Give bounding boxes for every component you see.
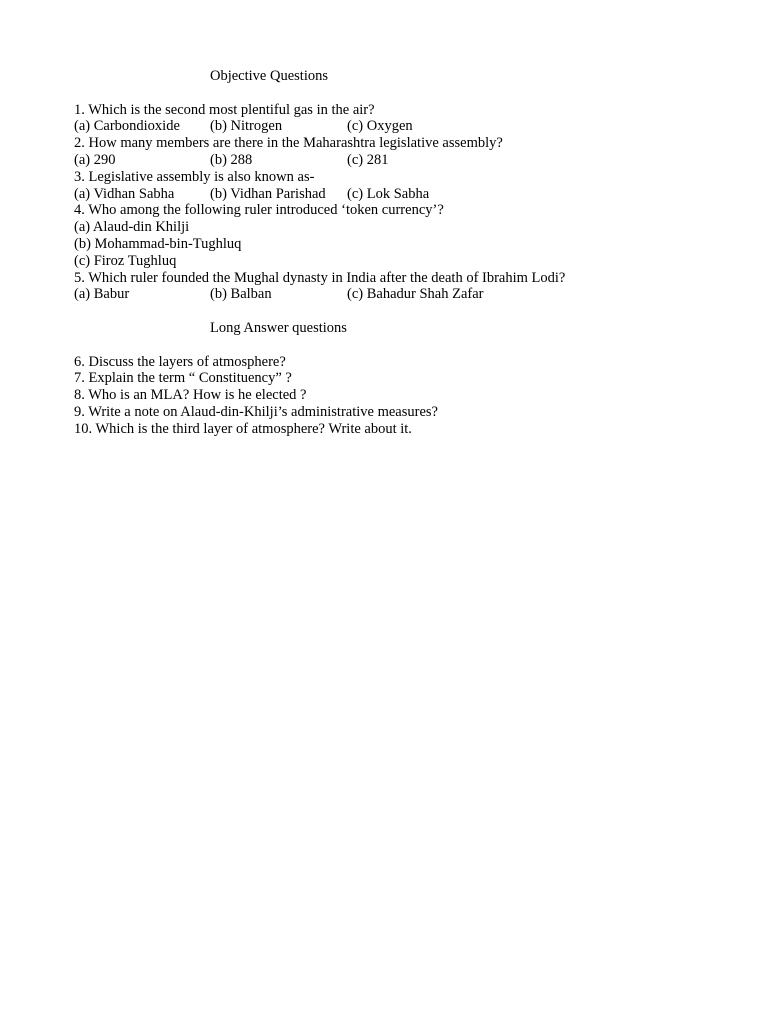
option-c: (c) Lok Sabha: [347, 185, 430, 202]
long-answer-heading: Long Answer questions: [210, 319, 347, 336]
option-a: (a) Babur: [74, 286, 130, 303]
question-1: 1. Which is the second most plentiful gas in the air?: [74, 101, 375, 118]
question-9: 9. Write a note on Alaud-din-Khilji’s administrative measures?: [74, 403, 438, 420]
question-3-options: [74, 186, 714, 203]
option-b: (b) 288: [210, 151, 253, 168]
question-4: 4. Who among the following ruler introduced ‘token currency’?: [74, 202, 444, 219]
option-a: (a) Carbondioxide: [74, 118, 180, 135]
option-c: (c) Bahadur Shah Zafar: [347, 286, 484, 303]
question-4-option-a: (a) Alaud-din Khilji: [74, 219, 190, 236]
question-5-options: [74, 286, 714, 303]
option-c: (c) Oxygen: [347, 118, 413, 135]
question-5: 5. Which ruler founded the Mughal dynasty in India after the death of Ibrahim Lodi?: [74, 269, 566, 286]
option-b: (b) Balban: [210, 286, 272, 303]
question-10: 10. Which is the third layer of atmosphere? Write about it.: [74, 420, 412, 437]
option-b: (b) Vidhan Parishad: [210, 185, 326, 202]
question-4-option-b: (b) Mohammad-bin-Tughluq: [74, 235, 242, 252]
question-7: 7. Explain the term “ Constituency” ?: [74, 370, 292, 387]
question-3: 3. Legislative assembly is also known as-: [74, 168, 315, 185]
option-c: (c) 281: [347, 151, 389, 168]
question-2-options: [74, 152, 714, 169]
spacer: [74, 303, 714, 320]
document-page: [74, 68, 714, 438]
question-4-option-c: (c) Firoz Tughluq: [74, 252, 177, 269]
option-a: (a) 290: [74, 151, 116, 168]
option-b: (b) Nitrogen: [210, 118, 283, 135]
objective-questions-heading: Objective Questions: [210, 68, 328, 84]
question-6: 6. Discuss the layers of atmosphere?: [74, 353, 286, 370]
option-a: (a) Vidhan Sabha: [74, 185, 175, 202]
question-1-options: [74, 118, 714, 135]
question-2: 2. How many members are there in the Maharashtra legislative assembly?: [74, 135, 503, 152]
spacer: [74, 337, 714, 354]
spacer: [74, 85, 714, 102]
question-8: 8. Who is an MLA? How is he elected ?: [74, 387, 307, 404]
